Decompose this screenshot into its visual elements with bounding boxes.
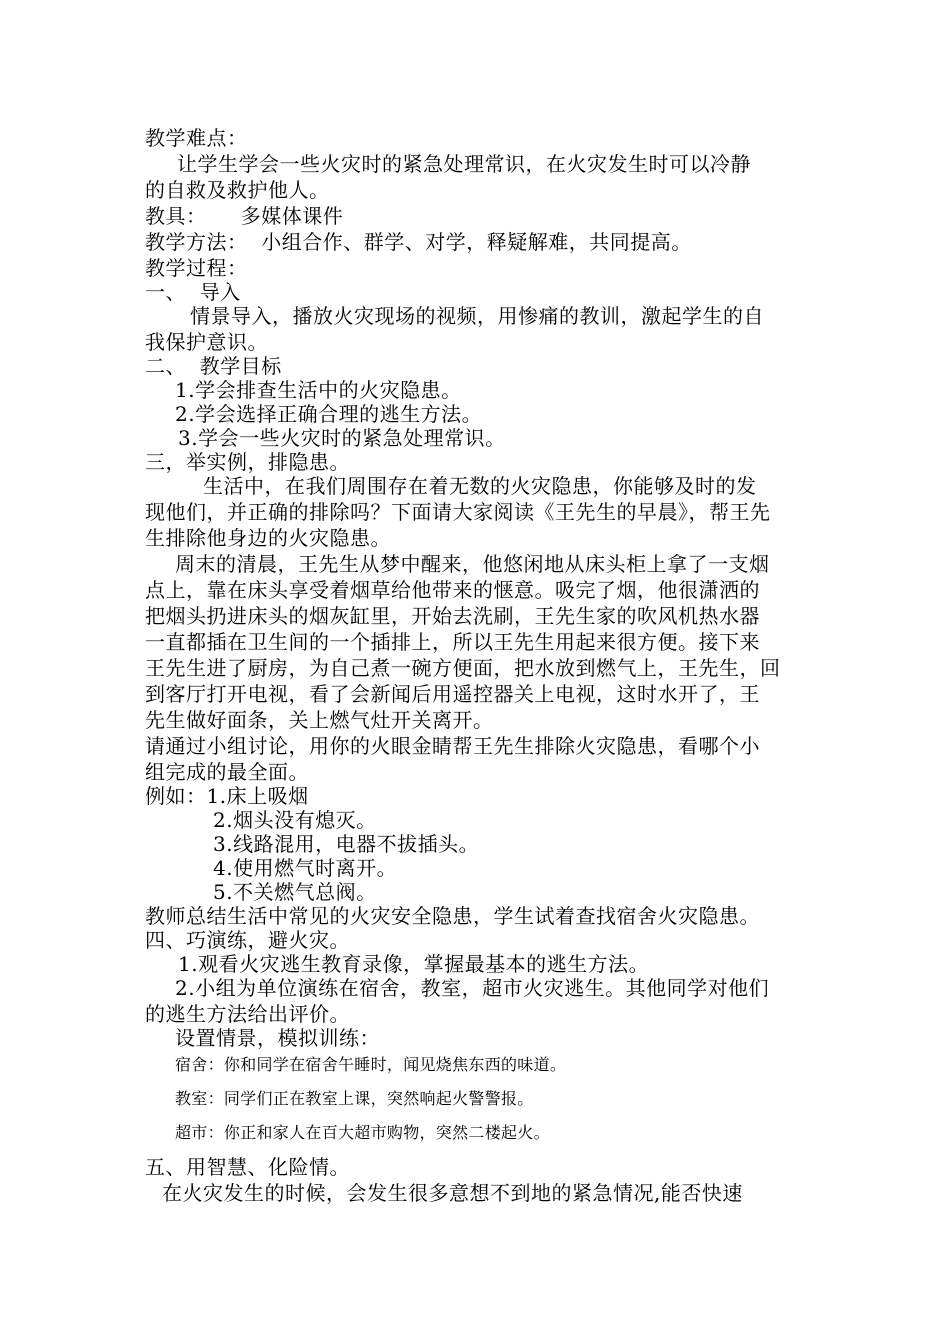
paragraph-line: 在火灾发生的时候，会发生很多意想不到地的紧急情况,能否快速 — [162, 1181, 743, 1205]
teaching-tools-line: 教具： 多媒体课件 — [145, 204, 344, 228]
paragraph-line: 生排除他身边的火灾隐患。 — [145, 526, 391, 550]
example-item: 5.不关燃气总阀。 — [213, 880, 377, 904]
list-item: 2.小组为单位演练在宿舍，教室，超市火灾逃生。其他同学对他们 — [175, 976, 770, 1000]
paragraph-line: 组完成的最全面。 — [145, 760, 309, 784]
story-line: 到客厅打开电视，看了会新闻后用遥控器关上电视，这时水开了，王 — [145, 682, 760, 706]
story-line: 把烟头扔进床头的烟灰缸里，开始去洗刷，王先生家的吹风机热水器 — [145, 604, 760, 628]
paragraph-line: 我保护意识。 — [145, 330, 268, 354]
paragraph-line: 请通过小组讨论，用你的火眼金睛帮王先生排除火灾隐患，看哪个小 — [145, 734, 760, 758]
story-line: 周末的清晨，王先生从梦中醒来，他悠闲地从床头柜上拿了一支烟 — [175, 552, 770, 576]
list-item: 2.学会选择正确合理的逃生方法。 — [175, 402, 483, 426]
paragraph-line: 现他们，并正确的排除吗？下面请大家阅读《王先生的早晨》，帮王先 — [145, 500, 771, 524]
paragraph-line: 的逃生方法给出评价。 — [145, 1002, 350, 1026]
teaching-methods-line: 教学方法： 小组合作、群学、对学，释疑解难，共同提高。 — [145, 230, 692, 254]
paragraph-line: 情景导入，播放火灾现场的视频，用惨痛的教训，激起学生的自 — [190, 304, 764, 328]
section-heading-5: 五、用智慧、化险情。 — [145, 1155, 350, 1179]
story-line: 点上，靠在床头享受着烟草给他带来的惬意。吸完了烟，他很潇洒的 — [145, 578, 760, 602]
scenario-dormitory: 宿舍：你和同学在宿舍午睡时，闻见烧焦东西的味道。 — [175, 1055, 567, 1074]
paragraph-line: 让学生学会一些火灾时的紧急处理常识，在火灾发生时可以冷静 — [177, 152, 751, 176]
scenario-supermarket: 超市：你正和家人在百大超市购物，突然二楼起火。 — [175, 1123, 550, 1142]
section-heading-1: 一、 导入 — [145, 280, 241, 304]
example-item: 2.烟头没有熄灭。 — [213, 808, 377, 832]
section-heading-4: 四、巧演练，避火灾。 — [145, 928, 350, 952]
section-heading-2: 二、 教学目标 — [145, 354, 282, 378]
paragraph-line: 教师总结生活中常见的火灾安全隐患，学生试着查找宿舍火灾隐患。 — [145, 904, 760, 928]
story-line: 先生做好面条，关上燃气灶开关离开。 — [145, 708, 494, 732]
story-line: 一直都插在卫生间的一个插排上，所以王先生用起来很方便。接下来 — [145, 630, 760, 654]
example-item: 例如：1.床上吸烟 — [145, 784, 309, 808]
story-line: 王先生进了厨房，为自己煮一碗方便面，把水放到燃气上，王先生，回 — [145, 656, 781, 680]
heading-teaching-process: 教学过程： — [145, 256, 248, 280]
scenario-heading: 设置情景，模拟训练： — [175, 1026, 380, 1050]
heading-teaching-difficulty: 教学难点： — [145, 126, 248, 150]
section-heading-3: 三，举实例，排隐患。 — [145, 450, 350, 474]
example-item: 3.线路混用，电器不拔插头。 — [213, 832, 480, 856]
list-item: 1.观看火灾逃生教育录像，掌握最基本的逃生方法。 — [178, 952, 650, 976]
list-item: 3.学会一些火灾时的紧急处理常识。 — [178, 426, 506, 450]
list-item: 1.学会排查生活中的火灾隐患。 — [175, 378, 462, 402]
example-item: 4.使用燃气时离开。 — [213, 856, 398, 880]
paragraph-line: 的自救及救护他人。 — [145, 178, 330, 202]
scenario-classroom: 教室：同学们正在教室上课，突然响起火警警报。 — [175, 1089, 534, 1108]
paragraph-line: 生活中，在我们周围存在着无数的火灾隐患，你能够及时的发 — [203, 474, 757, 498]
